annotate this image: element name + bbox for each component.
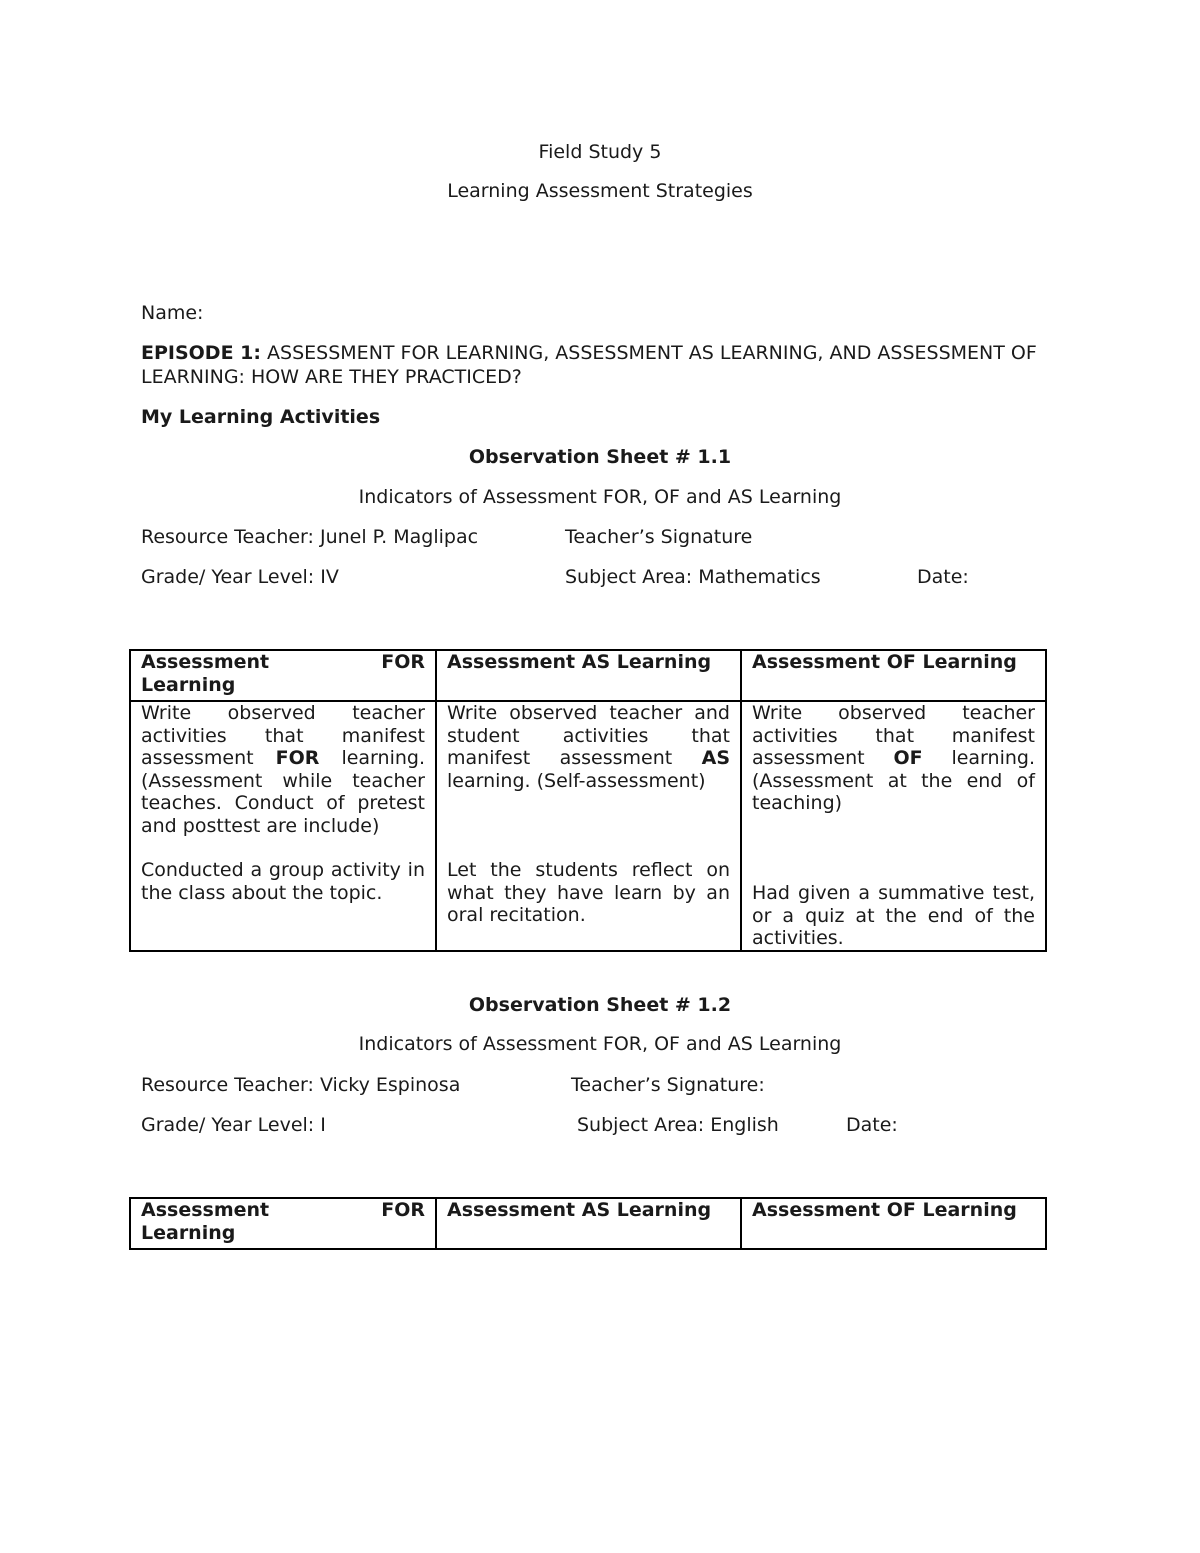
episode-title: ASSESSMENT FOR LEARNING, ASSESSMENT AS LEARNING, AND ASSESSMENT OF LEARNING: HOW ARE THEY PRACTICED? [141, 342, 1037, 388]
sheet2-signature-label: Teacher’s Signature: [571, 1074, 765, 1096]
header-assessment-for: Assessment FOR Learning [130, 1198, 436, 1249]
cell-assessment-of [741, 701, 1046, 951]
header-assessment-of: Assessment OF Learning [741, 1198, 1046, 1249]
sheet2-resource-teacher: Resource Teacher: Vicky Espinosa [141, 1074, 461, 1096]
observation-table-2 [129, 1197, 1047, 1250]
of-observed-activity: Had given a summative test, or a quiz at the end of the activities. [752, 882, 1035, 949]
document-subtitle: Learning Assessment Strategies [447, 180, 753, 202]
episode-label: EPISODE 1: [141, 342, 261, 364]
table-row [130, 701, 1046, 951]
sheet2-grade-level: Grade/ Year Level: I [141, 1114, 326, 1136]
course-title: Field Study 5 [538, 141, 662, 163]
observation-table-1 [129, 649, 1047, 952]
sheet1-signature-label: Teacher’s Signature [565, 526, 753, 548]
as-instructions: Write observed teacher and student activities that manifest assessment AS learning. (Self-assessment) [447, 702, 730, 792]
table-header-row [130, 1198, 1046, 1249]
header-assessment-as: Assessment AS Learning [436, 1198, 741, 1249]
header-assessment-as: Assessment AS Learning [436, 650, 741, 701]
sheet1-subtitle: Indicators of Assessment FOR, OF and AS Learning [358, 486, 842, 508]
cell-assessment-as [436, 701, 741, 951]
episode-heading [141, 341, 1041, 389]
for-observed-activity: Conducted a group activity in the class about the topic. [141, 859, 425, 904]
of-instructions: Write observed teacher activities that manifest assessment OF learning. (Assessment at the end of teaching) [752, 702, 1035, 814]
cell-assessment-for [130, 701, 436, 951]
for-instructions: Write observed teacher activities that manifest assessment FOR learning. (Assessment while teacher teaches. Conduct of pretest and posttest are include) [141, 702, 425, 837]
table-header-row [130, 650, 1046, 701]
header-assessment-of: Assessment OF Learning [741, 650, 1046, 701]
sheet2-subtitle: Indicators of Assessment FOR, OF and AS Learning [358, 1033, 842, 1055]
header-assessment-for: Assessment FOR Learning [130, 650, 436, 701]
as-observed-activity: Let the students reflect on what they have learn by an oral recitation. [447, 859, 730, 926]
sheet2-title: Observation Sheet # 1.2 [468, 994, 732, 1016]
sheet1-resource-teacher: Resource Teacher: Junel P. Maglipac [141, 526, 479, 548]
sheet1-grade-level: Grade/ Year Level: IV [141, 566, 339, 588]
name-label: Name: [141, 302, 204, 324]
section-title: My Learning Activities [141, 406, 381, 428]
sheet2-subject-area: Subject Area: English [577, 1114, 779, 1136]
sheet1-subject-area: Subject Area: Mathematics [565, 566, 821, 588]
sheet1-title: Observation Sheet # 1.1 [468, 446, 732, 468]
sheet1-date-label: Date: [917, 566, 969, 588]
sheet2-date-label: Date: [846, 1114, 898, 1136]
